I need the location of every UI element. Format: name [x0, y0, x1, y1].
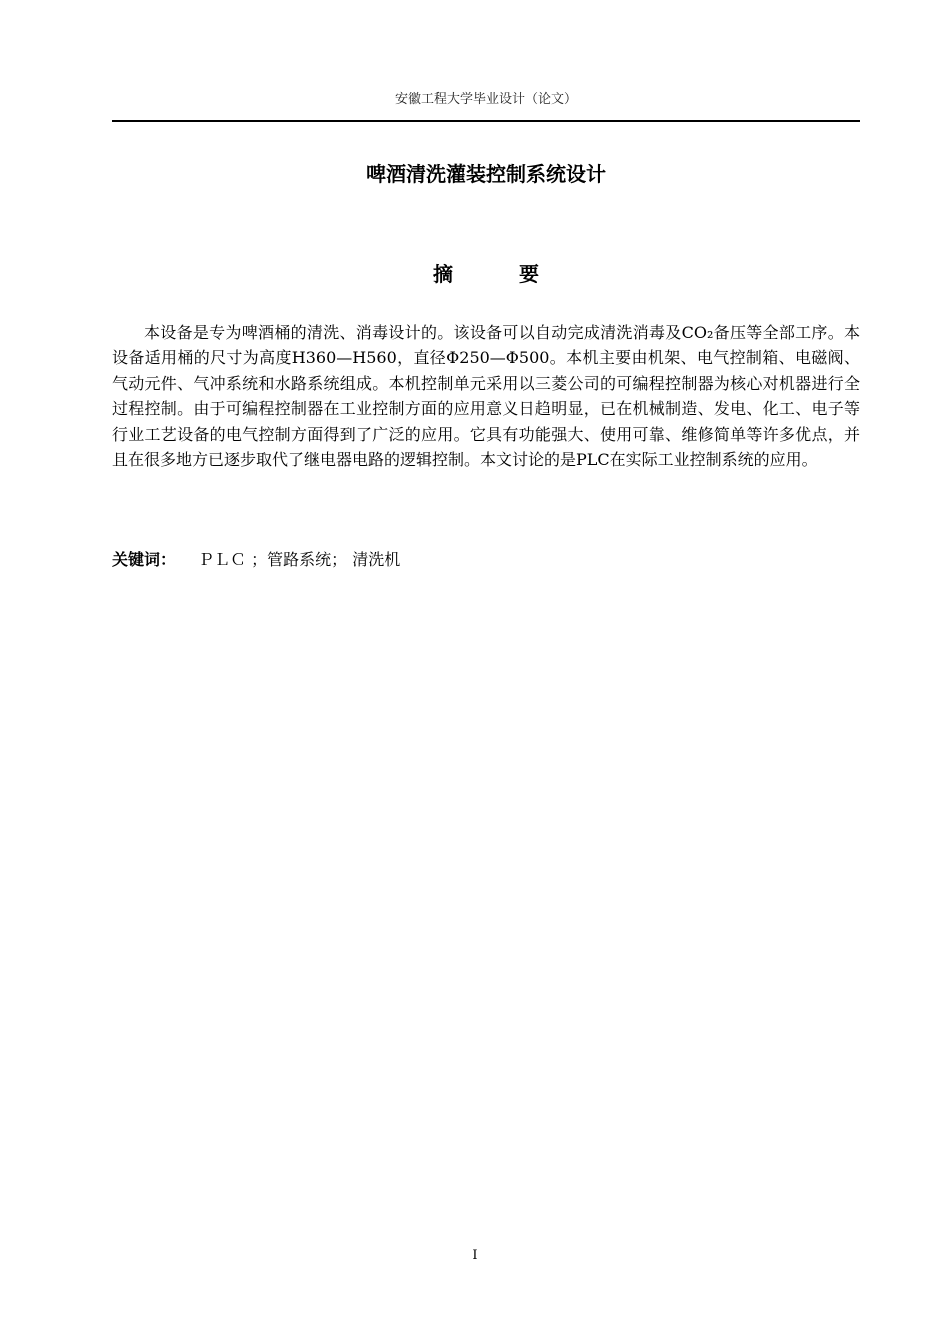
keywords-line	[112, 547, 860, 573]
document-title: 啤酒清洗灌装控制系统设计	[366, 162, 606, 186]
page-number: I	[472, 1248, 478, 1263]
abstract-heading: 摘要	[433, 262, 605, 286]
keywords-value: ＰＬＣ ；管路系统； 清洗机	[198, 550, 401, 569]
running-header: 安徽工程大学毕业设计（论文）	[394, 92, 577, 107]
keywords-label: 关键词：	[112, 550, 177, 569]
header-divider	[112, 120, 860, 122]
abstract-body: 本设备是专为啤酒桶的清洗、消毒设计的。该设备可以自动完成清洗消毒及CO₂备压等全部工序。本设备适用桶的尺寸为高度H360—H560，直径Φ250—Φ500。本机主要由机架、电气控制箱、电磁阀、气动元件、气冲系统和水路系统组成。本机控制单元采用以三菱公司的可编程控制器为核心对机器进行全过程控制。由于可编程控制器在工业控制方面的应用意义日趋明显，已在机械制造、发电、化工、电子等行业工艺设备的电气控制方面得到了广泛的应用。它具有功能强大、使用可靠、维修简单等许多优点，并且在很多地方已逐步取代了继电器电路的逻辑控制。本文讨论的是PLC在实际工业控制系统的应用。	[112, 323, 860, 470]
